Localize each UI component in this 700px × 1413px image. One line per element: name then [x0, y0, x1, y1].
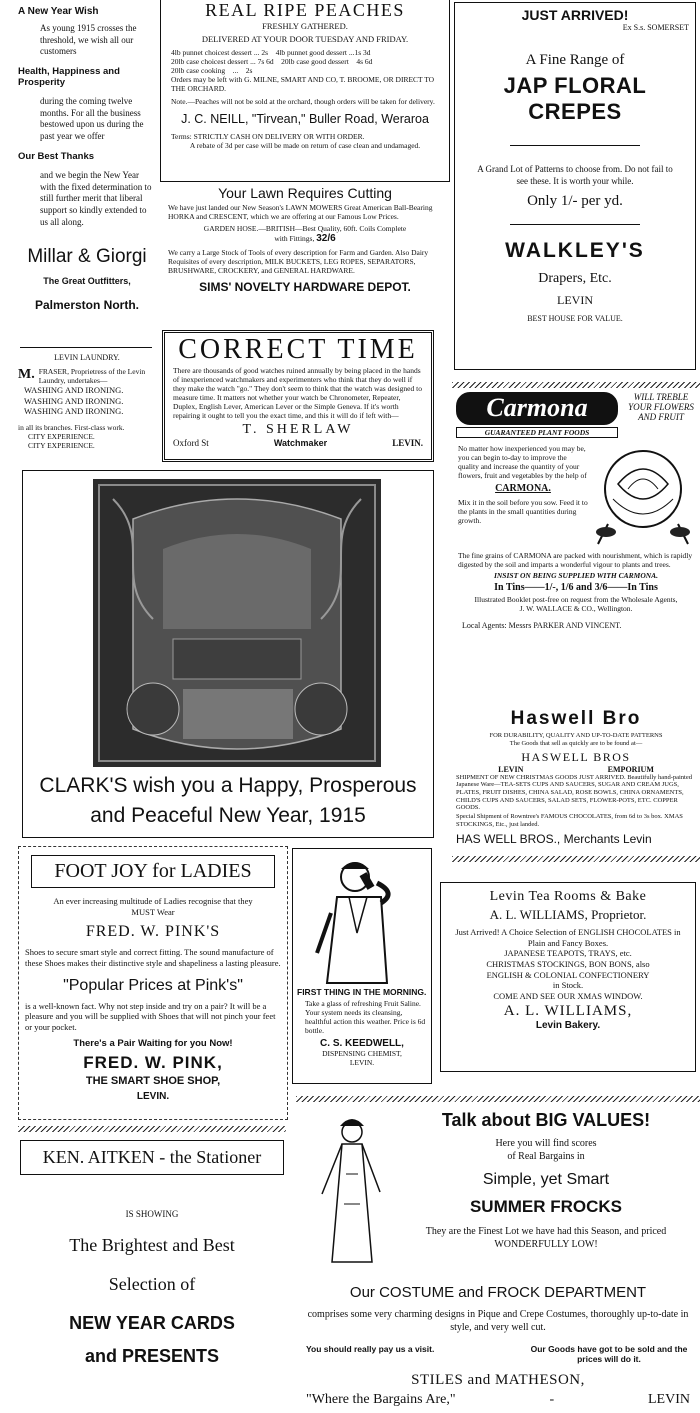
ad-text: CHRISTMAS STOCKINGS, BON BONS, also — [486, 958, 650, 969]
firm-name: FRED. W. PINK'S — [85, 923, 221, 941]
firm-tagline: The Great Outfitters, — [43, 276, 131, 287]
divider — [510, 145, 640, 146]
brand-logo: Carmona — [456, 392, 618, 425]
ad-text: Terms: STRICTLY CASH ON DELIVERY OR WITH ORDER. — [171, 132, 365, 142]
ad-text: An ever increasing multitude of Ladies recognise that they MUST Wear — [53, 896, 253, 917]
ad-text: CITY EXPERIENCE. — [28, 431, 95, 441]
price: Only 1/- per yd. — [527, 193, 623, 210]
ad-text: Orders may be left with G. MILNE, SMART AND CO, T. BROOME, OR DIRECT TO THE ORCHARD. — [171, 75, 435, 94]
slogan: BEST HOUSE FOR VALUE. — [527, 314, 623, 324]
proprietor: A. L. WILLIAMS, Proprietor. — [489, 907, 647, 922]
ad-text: The fine grains of CARMONA are packed with nourishment, which is rapidly digested by the soil and imparts a wonderful vigour to plants and trees. — [458, 550, 693, 569]
hose-price: 32/6 — [316, 233, 336, 244]
firm-trade: DISPENSING CHEMIST, — [322, 1049, 402, 1059]
stiles-matheson-ad — [296, 1096, 700, 1413]
ad-text: in all its branches. First-class work. — [18, 422, 125, 432]
ad-subtitle: A Fine Range of — [525, 52, 625, 68]
firm-name: Millar & Giorgi — [27, 246, 147, 268]
seller-name: J. C. NEILL, "Tirvean," Buller Road, Weraroa — [181, 112, 429, 127]
ad-text: There are thousands of good watches ruined annually by being placed in the hands of inexperienced watchmakers and experimenters who think that they do well if they make the watch "go." They don't seem to think that the watch was designed to measure time. It matters not whether your watch be Chronometer, Repeater, Duplex, English Lever, American Lever or the Simple Geneva. If it's worth repairing it ought to tell you the exact time, and this it will do if left with— — [173, 366, 422, 421]
ad-text: Ex S.s. SOMERSET — [622, 23, 689, 32]
ad-text: during the coming twelve months. For all the business bestowed upon us during the past year we offer — [40, 96, 144, 142]
ad-text: As young 1915 crosses the threshold, we wish all our customers — [40, 23, 137, 57]
slogan: "Where the Bargains Are," — [306, 1392, 456, 1407]
ad-title: Haswell Bro — [510, 708, 642, 729]
slogan-row — [306, 1392, 690, 1408]
ad-title: Your Lawn Requires Cutting — [218, 185, 392, 201]
ad-title: Talk about BIG VALUES! — [441, 1110, 651, 1130]
firm-name: WALKLEY'S — [505, 239, 645, 263]
ad-text: INSIST ON BEING SUPPLIED WITH CARMONA. — [493, 570, 659, 580]
firm-town: LEVIN — [648, 1392, 690, 1407]
ad-text: and we begin the New Year with the fixed determination to still further merit that liberal support so kindly extended to us all along. — [40, 169, 152, 227]
ad-subheading: Health, Happiness and Prosperity — [18, 66, 120, 89]
address-row — [173, 438, 423, 448]
ad-text: Illustrated Booklet post-free on request from the Wholesale Agents, — [474, 594, 678, 604]
ad-headline: Simple, yet Smart — [482, 1171, 610, 1188]
ad-callout: Our Goods have got to be sold and the prices will do it. — [530, 1344, 688, 1364]
agent-name: J. W. WALLACE & CO., Wellington. — [519, 603, 633, 613]
local-agents: Local Agents: Messrs PARKER AND VINCENT. — [462, 620, 622, 630]
ad-headline: SUMMER FROCKS — [469, 1197, 623, 1216]
border-ornament — [296, 1096, 700, 1102]
ad-text: IS SHOWING — [125, 1209, 179, 1219]
product-name: CARMONA. — [495, 482, 551, 494]
ad-heading: A New Year Wish — [18, 6, 99, 17]
ornament-image — [93, 479, 381, 767]
ad-title: CORRECT TIME — [178, 334, 418, 365]
ad-headline: and PRESENTS — [84, 1346, 220, 1366]
ad-text: Note.—Peaches will not be sold at the orchard, though orders will be taken for delivery. — [171, 97, 435, 107]
ad-text: SHIPMENT OF NEW CHRISTMAS GOODS JUST ARRIVED. Beautifully hand-painted Japanese Ware—TEA-SETS CUPS AND SAUCERS, SUGAR AND CREAM JUGS, PLATES, FRUIT DISHES, CHINA SALAD, ROSE BOWLS, CHINA ORNAMENTS, CHILD'S CUPS AND SAUCERS, SALAD SETS, FLOWER-POTS, ETC. COPPER GOODS. — [456, 773, 692, 812]
ad-text: We carry a Large Stock of Tools of every description for Farm and Garden. Also Dairy Requisites of every description, MILK BUCKETS, LEG ROPES, SEPARATORS, BRUSHWARE, CROCKERY, and GENERAL HARDWARE. — [168, 248, 429, 275]
firm-name: STILES and MATHESON, — [411, 1372, 585, 1388]
side-slogan: WILL TREBLE YOUR FLOWERS AND FRUIT — [628, 392, 694, 422]
peaches-ad — [160, 0, 450, 182]
ad-callout: You should really pay us a visit. — [306, 1344, 435, 1354]
ad-text: Shoes to secure smart style and correct fitting. The sound manufacture of these Shoes makes their distinctive style and shapeliness a lasting pleasure. — [25, 947, 281, 968]
ad-title: KEN. AITKEN - the Stationer — [42, 1147, 262, 1167]
ad-text: Just Arrived! A Choice Selection of ENGLISH CHOCOLATES in Plain and Fancy Boxes. — [455, 927, 681, 948]
keedwell-ad — [292, 848, 432, 1084]
ad-text: A rebate of 3d per case will be made on return of case clean and undamaged. — [189, 141, 421, 151]
ad-text: They are the Finest Lot we have had this Season, and priced WONDERFULLY LOW! — [425, 1226, 667, 1250]
hose-text: GARDEN HOSE.—BRITISH—Best Quality, 60ft. Coils Complete with Fittings, — [203, 224, 407, 243]
callout-row — [306, 1344, 694, 1364]
ad-text: JAPANESE TEAPOTS, TRAYS, etc. — [504, 948, 632, 959]
fred-pink-ad — [18, 846, 288, 1120]
ad-heading: FIRST THING IN THE MORNING. — [297, 987, 427, 997]
firm-name: HASWELL BROS — [521, 749, 631, 764]
trade: Watchmaker — [273, 438, 328, 449]
ad-headline: NEW YEAR CARDS — [69, 1313, 235, 1333]
ad-title: REAL RIPE PEACHES — [205, 0, 405, 20]
ad-heading: LEVIN LAUNDRY. — [54, 353, 120, 362]
column-divider — [20, 347, 152, 348]
ad-callout: There's a Pair Waiting for you Now! — [73, 1038, 233, 1050]
ad-text: Take a glass of refreshing Fruit Saline. Your system needs its cleansing, healthful action this weather. Price is 6d bottle. — [305, 999, 426, 1036]
rose-illustration — [588, 444, 698, 549]
price-line: 20lb case cooking ... 2s — [171, 66, 253, 76]
caption-line-1: CLARK'S wish you a Happy, Prosperous — [39, 774, 417, 797]
price-line: 4lb punnet choicest dessert ... 2s 4lb punnet good dessert ...1s 3d — [171, 48, 371, 58]
ad-text: FOR DURABILITY, QUALITY AND UP-TO-DATE PATTERNS — [489, 732, 663, 739]
drop-initial: M. — [18, 367, 35, 382]
firm-name: C. S. KEEDWELL, — [320, 1038, 404, 1050]
firm-footer: HAS WELL BROS., Merchants Levin — [456, 832, 652, 847]
ad-title: FOOT JOY for LADIES — [54, 860, 252, 882]
laundry-line: WASHING AND IRONING. — [24, 395, 124, 406]
levin-tea-rooms-ad — [440, 882, 696, 1072]
firm-trade: Levin Bakery. — [535, 1020, 601, 1032]
ad-text: Here you will find scores — [495, 1138, 597, 1149]
ad-text: No matter how inexperienced you may be, you can begin to-day to improve the quality and increase the quantity of your flowers, fruit and vegetables by the help of — [458, 443, 587, 480]
ad-text: ENGLISH & COLONIAL CONFECTIONERY — [486, 969, 650, 980]
clarks-ad — [22, 470, 434, 838]
ad-text: The Goods that sell as quickly are to be found at— — [509, 739, 643, 747]
town: LEVIN — [498, 764, 524, 774]
walkleys-ad — [454, 2, 696, 370]
ad-text: is a well-known fact. Why not step inside and try on a pair? It will be a pleasure and you will be supplied with Shoes that will not pinch your feet or your pocket. — [25, 1000, 276, 1032]
ad-text: of Real Bargains in — [507, 1151, 585, 1162]
ad-text — [168, 224, 442, 245]
ad-headline: Selection of — [108, 1274, 196, 1294]
location-row — [456, 765, 696, 774]
ad-text: in Stock. — [552, 980, 584, 991]
ad-headline: "Popular Prices at Pink's" — [63, 976, 243, 994]
firm-name: FRED. W. PINK, — [83, 1053, 223, 1073]
sims-hardware-ad — [160, 185, 450, 325]
lady-illustration — [302, 1114, 402, 1264]
ad-text: A Grand Lot of Patterns to choose from. Do not fail to see these. It is worth your while. — [477, 164, 673, 186]
firm-town: LEVIN. — [136, 1091, 170, 1103]
carmona-header — [452, 392, 700, 440]
ad-headline: JAP FLORAL CREPES — [503, 73, 647, 124]
firm-name: T. SHERLAW — [242, 422, 354, 438]
caption-line-2: and Peaceful New Year, 1915 — [90, 804, 366, 828]
firm-trade: Drapers, Etc. — [538, 271, 612, 287]
border-ornament — [452, 382, 700, 388]
ad-text: We have just landed our New Season's LAWN MOWERS Great American Ball-Bearing HORKA and CRESCENT, which we are offering at our Famous Low Prices. — [168, 203, 433, 221]
price-line: 20lb case choicest dessert ... 7s 6d 20lb case good dessert 4s 6d — [171, 57, 373, 67]
millar-giorgi-ad — [18, 6, 156, 336]
town: LEVIN. — [392, 438, 423, 449]
street: Oxford St — [173, 438, 209, 449]
clarks-illustration — [93, 479, 381, 767]
divider — [510, 224, 640, 225]
ad-title: JUST ARRIVED! — [521, 7, 629, 23]
levin-laundry-ad — [18, 353, 156, 463]
firm-town: Palmerston North. — [34, 298, 139, 313]
store-name: EMPORIUM — [607, 764, 654, 774]
laundry-line: WASHING AND IRONING. — [24, 406, 124, 417]
ad-text: COME AND SEE OUR XMAS WINDOW. — [493, 990, 643, 1001]
ad-text: comprises some very charming designs in Pique and Crepe Costumes, thoroughly up-to-date in style, and very well cut. — [307, 1309, 689, 1333]
firm-name: SIMS' NOVELTY HARDWARE DEPOT. — [199, 280, 411, 294]
shop-name: THE SMART SHOE SHOP, — [85, 1075, 221, 1088]
department-heading: Our COSTUME and FROCK DEPARTMENT — [349, 1284, 647, 1301]
laundry-line: WASHING AND IRONING. — [24, 385, 124, 395]
ad-title: Levin Tea Rooms & Bake — [489, 889, 647, 904]
ad-text: Special Shipment of Rowntree's FAMOUS CHOCOLATES, from 6d to 3s box. XMAS STOCKINGS, Etc., just landed. — [456, 812, 683, 828]
firm-town: LEVIN. — [349, 1058, 375, 1068]
border-ornament — [452, 856, 700, 862]
haswell-ad — [452, 708, 700, 858]
ad-text: FRASER, Proprietress of the Levin Laundry, undertakes— — [38, 367, 146, 385]
ad-subheading: Our Best Thanks — [18, 150, 95, 162]
sherlaw-watchmaker-ad — [162, 330, 434, 462]
border-ornament — [18, 1126, 286, 1132]
ad-text: Mix it in the soil before you sow. Feed it to the plants in the small quantities during growth. — [458, 497, 588, 525]
ken-aitken-ad — [18, 1126, 286, 1413]
firm-name: A. L. WILLIAMS, — [503, 1003, 633, 1020]
ad-subtitle: FRESHLY GATHERED. — [262, 21, 348, 31]
ad-text: DELIVERED AT YOUR DOOR TUESDAY AND FRIDAY. — [201, 33, 409, 44]
title-box — [31, 855, 275, 888]
stiles-headline — [396, 1110, 696, 1251]
firm-town: LEVIN — [557, 293, 593, 308]
carmona-ad — [452, 382, 700, 652]
separator: - — [549, 1392, 555, 1407]
price-line: In Tins——1/-, 1/6 and 3/6——In Tins — [494, 581, 658, 593]
brand-ribbon: GUARANTEED PLANT FOODS — [456, 427, 618, 438]
ad-text: CITY EXPERIENCE. — [28, 440, 95, 450]
man-drinking-illustration — [297, 853, 427, 988]
ad-headline: The Brightest and Best — [69, 1235, 235, 1255]
clarks-caption — [23, 771, 433, 832]
